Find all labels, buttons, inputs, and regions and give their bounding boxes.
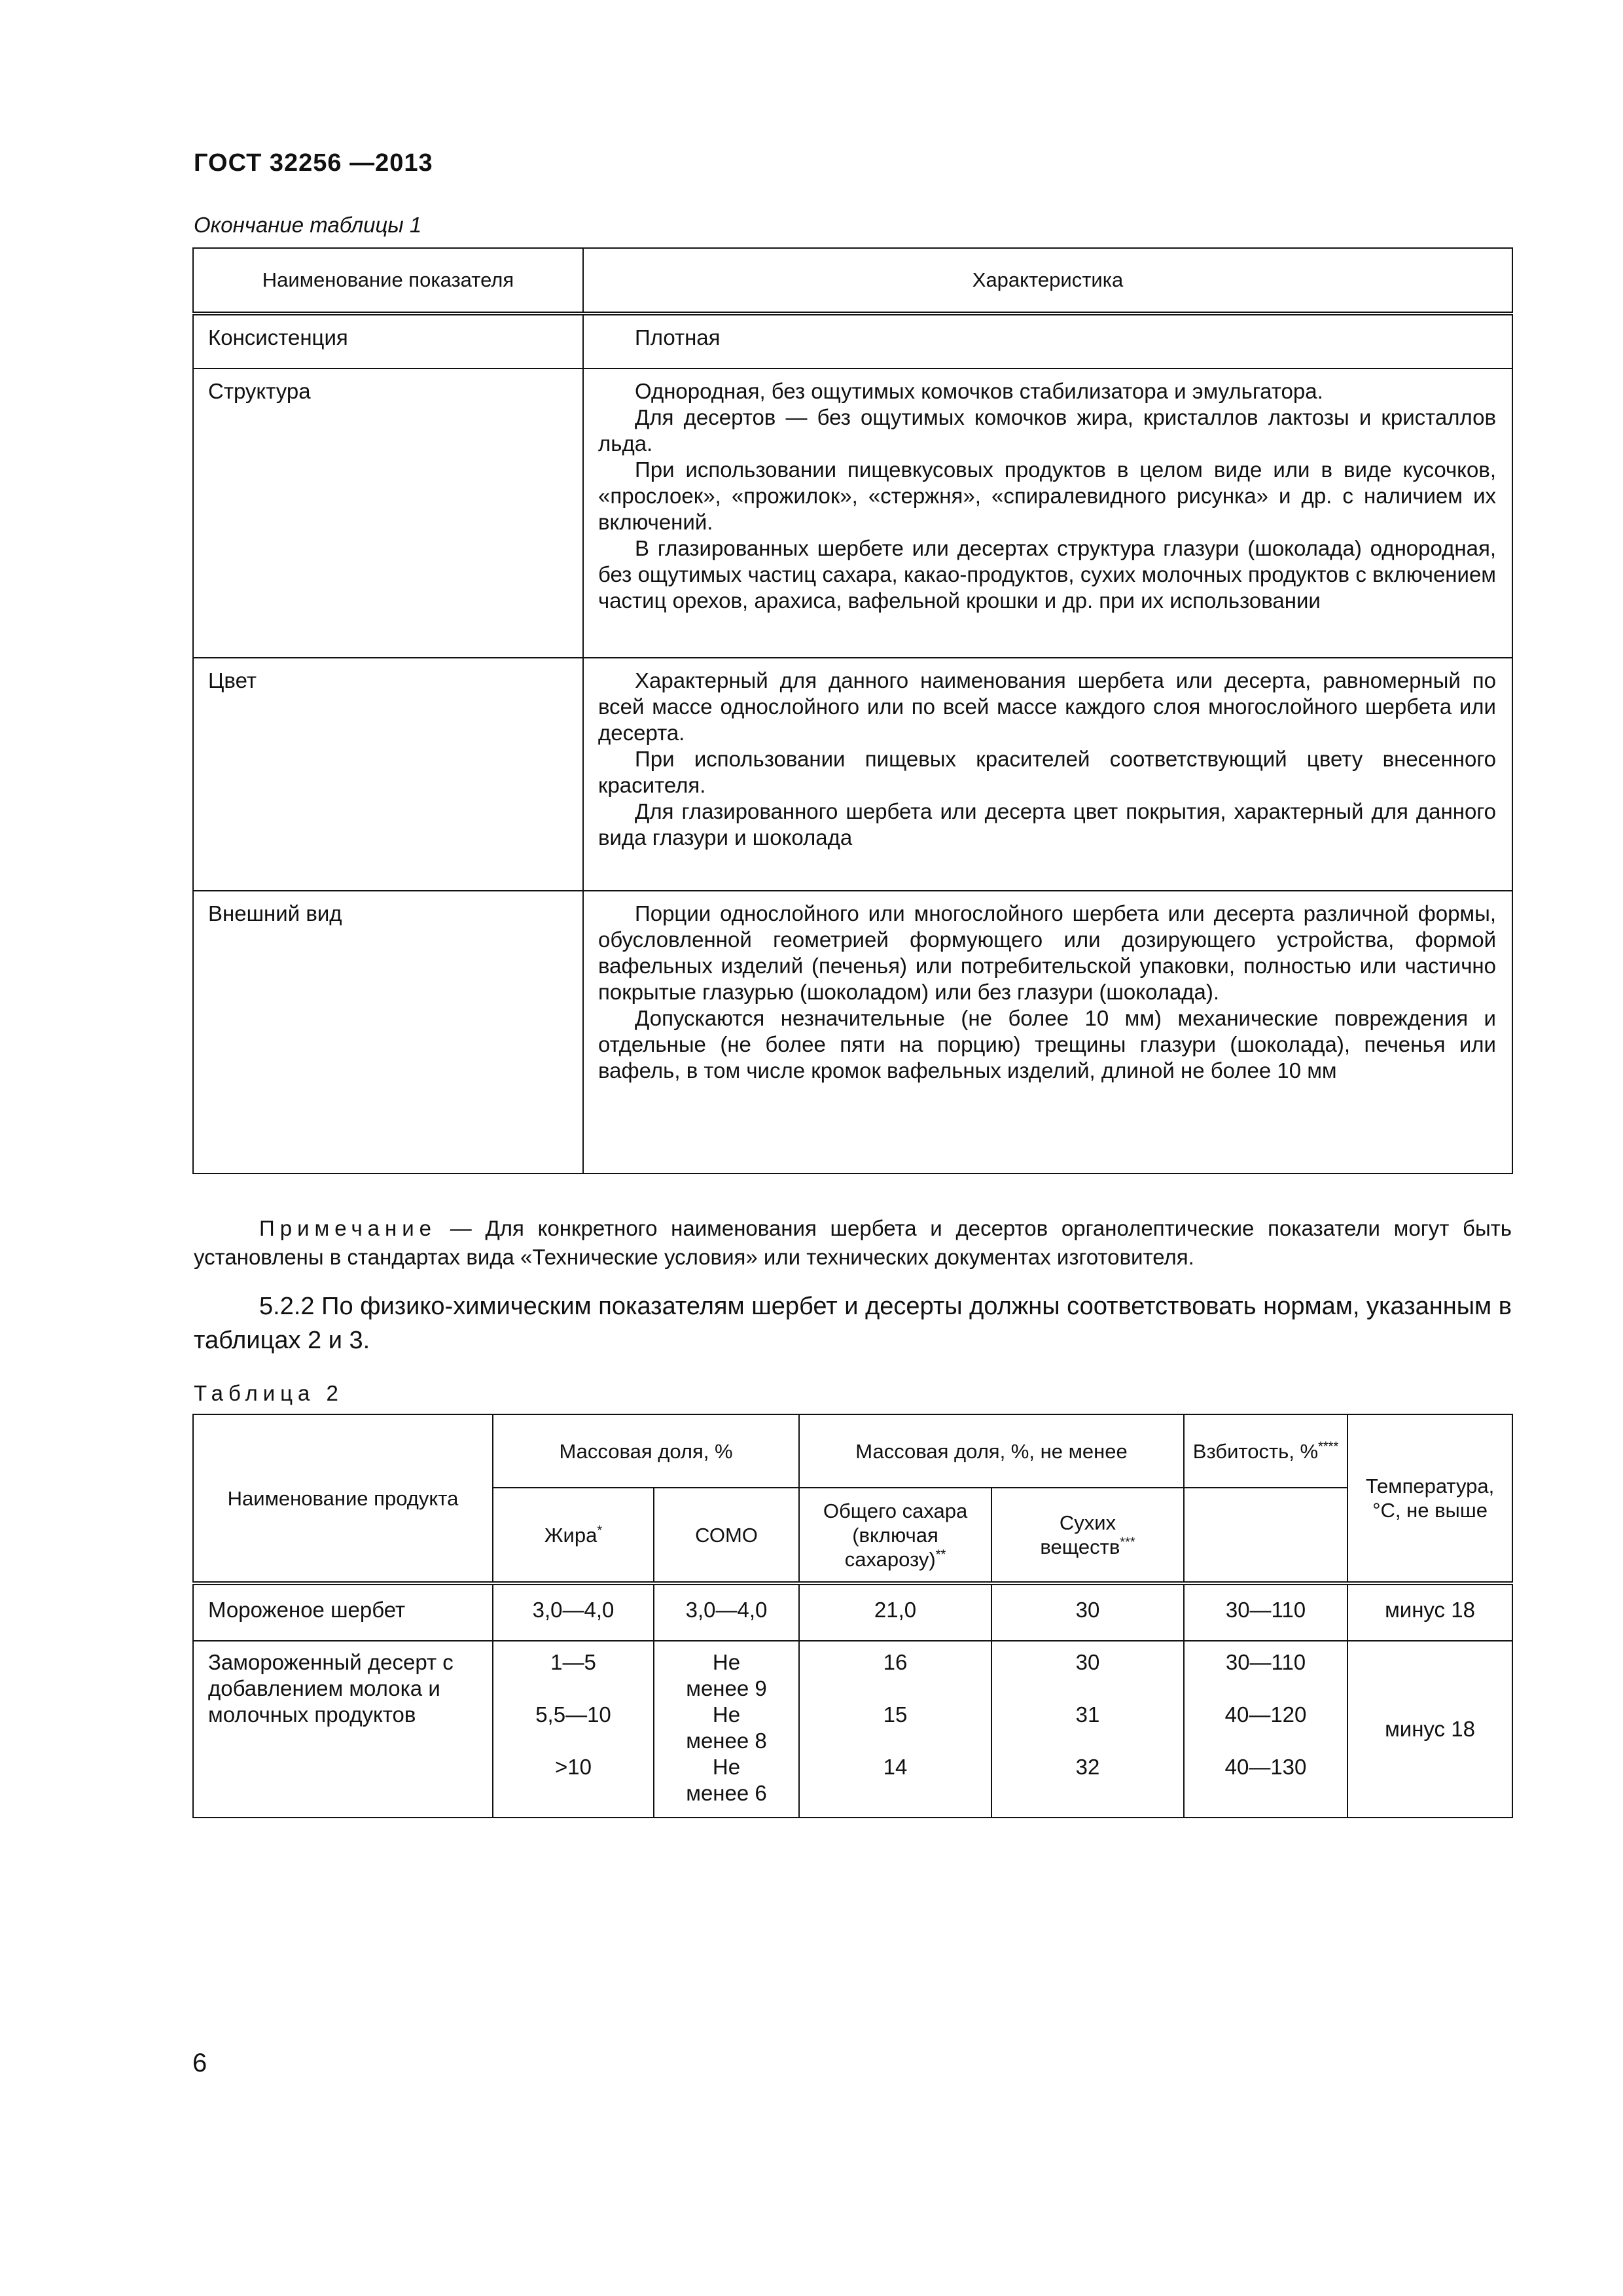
footnote-mark: **** xyxy=(1318,1439,1339,1454)
table2-overrun-value: 30—110 xyxy=(1225,1650,1306,1674)
table2-header-mass-fraction-min: Массовая доля, %, не менее xyxy=(799,1414,1184,1488)
table1-caption: Окончание таблицы 1 xyxy=(194,213,422,237)
table2-product-name: Мороженое шербет xyxy=(193,1583,493,1641)
table2-sugar-cell xyxy=(799,1641,991,1818)
table1-row-description xyxy=(583,658,1512,891)
table1-row-description xyxy=(583,891,1512,1174)
table2-overrun-value: 30—110 xyxy=(1184,1583,1347,1641)
table2-header-sugar xyxy=(799,1488,991,1583)
table2-row xyxy=(193,1583,1512,1641)
table1-paragraph: В глазированных шербете или десертах структура глазури (шоколада) однородная, без ощутимых частиц сахара, какао-продуктов, сухих молочных продуктов с включением частиц орехов, арахиса, вафельной крошки и др. при их использовании xyxy=(598,536,1496,613)
table2-sugar-value: 16 xyxy=(883,1650,908,1674)
table1-row-description xyxy=(583,314,1512,368)
table1-row xyxy=(193,658,1512,891)
table2-somo-cell xyxy=(654,1641,799,1818)
table2-sugar-value: 21,0 xyxy=(799,1583,991,1641)
footnote-mark: * xyxy=(597,1523,603,1538)
table1-row-name: Консистенция xyxy=(193,314,583,368)
table2-header-somo: СОМО xyxy=(654,1488,799,1583)
table1-paragraph: Допускаются незначительные (не более 10 мм) механические повреждения и отдельные (не более пяти на порцию) трещины глазури (шоколада), печенья или вафель, в том числе кромок вафельных изделий, длиной не более 10 мм xyxy=(598,1006,1496,1083)
table2-overrun-value: 40—130 xyxy=(1224,1755,1307,1779)
table2-temperature-value: минус 18 xyxy=(1347,1583,1512,1641)
paragraph-5-2-2: 5.2.2 По физико-химическим показателям шербет и десерты должны соответствовать нормам, указанным в таблицах 2 и 3. xyxy=(194,1293,1512,1354)
table2-fat-value: 1—5 xyxy=(550,1650,596,1674)
overrun-label: Взбитость, % xyxy=(1192,1439,1319,1463)
table2-sugar-value: 14 xyxy=(883,1755,908,1779)
table1-header-row xyxy=(193,248,1512,314)
table1-header-characteristic: Характеристика xyxy=(583,248,1512,314)
table2-fat-value: >10 xyxy=(555,1755,592,1779)
table1-paragraph: Для глазированного шербета или десерта цвет покрытия, характерный для данного вида глазури и шоколада xyxy=(598,799,1496,850)
table2-solids-cell xyxy=(991,1641,1184,1818)
table1-header-name: Наименование показателя xyxy=(193,248,583,314)
table1-paragraph: Однородная, без ощутимых комочков стабилизатора и эмульгатора. xyxy=(635,379,1323,403)
table2-header-mass-fraction: Массовая доля, % xyxy=(493,1414,799,1488)
document-header: ГОСТ 32256 —2013 xyxy=(194,149,433,177)
table2-header-row-1 xyxy=(193,1414,1512,1488)
table2-temperature-value: минус 18 xyxy=(1347,1641,1512,1818)
footnote-mark: *** xyxy=(1120,1535,1135,1550)
table1-row-name: Цвет xyxy=(193,658,583,891)
table1-paragraph: При использовании пищевкусовых продуктов в целом виде или в виде кусочков, «прослоек», «прожилок», «стержня», «спиралевидного рисунка» и др. с наличием их включений. xyxy=(598,457,1496,534)
table2-overrun-cell xyxy=(1184,1641,1347,1818)
table2-fat-value: 5,5—10 xyxy=(535,1702,611,1727)
table1-row-name: Структура xyxy=(193,368,583,658)
table1-row-name: Внешний вид xyxy=(193,891,583,1174)
fat-label: Жира xyxy=(544,1523,597,1547)
table1-paragraph: Для десертов — без ощутимых комочков жира, кристаллов лактозы и кристаллов льда. xyxy=(598,405,1496,456)
table2-sugar-value: 15 xyxy=(883,1702,908,1727)
table2-somo-value: Не менее 6 xyxy=(686,1755,767,1805)
page-number: 6 xyxy=(192,2049,207,2077)
table2-solids-value: 30 xyxy=(991,1583,1184,1641)
table1-row xyxy=(193,314,1512,368)
table2-product-name: Замороженный десерт с добавлением молока и молочных продуктов xyxy=(193,1641,493,1818)
table2-somo-value: Не менее 9 xyxy=(686,1650,767,1700)
sugar-label: Общего сахара (включая сахарозу) xyxy=(823,1499,968,1571)
table1-row xyxy=(193,368,1512,658)
table2-caption: Таблица 2 xyxy=(194,1381,344,1405)
table1-row xyxy=(193,891,1512,1174)
footnote-mark: ** xyxy=(935,1547,946,1562)
table1-paragraph: При использовании пищевых красителей соответствующий цвету внесенного красителя. xyxy=(598,747,1496,797)
table2-header-product-name: Наименование продукта xyxy=(193,1414,493,1583)
table2-row xyxy=(193,1641,1512,1818)
table1 xyxy=(192,247,1513,1174)
table2-header-fat xyxy=(493,1488,654,1583)
table2-overrun-value: 40—120 xyxy=(1224,1702,1307,1727)
table1-paragraph: Плотная xyxy=(635,325,721,350)
table2-somo-value: Не менее 8 xyxy=(686,1702,767,1753)
table2-header-temperature: Температура, °С, не выше xyxy=(1347,1414,1512,1583)
table2-solids-value: 30 xyxy=(1075,1650,1100,1674)
table1-paragraph: Характерный для данного наименования шербета или десерта, равномерный по всей массе однослойного или по всей массе каждого слоя многослойного шербета или десерта. xyxy=(598,668,1496,745)
table2 xyxy=(192,1414,1513,1818)
table2-fat-cell xyxy=(493,1641,654,1818)
table2-header-overrun xyxy=(1184,1414,1347,1488)
table2-header-overrun-empty xyxy=(1184,1488,1347,1583)
solids-label: Сухих веществ xyxy=(1040,1511,1120,1558)
table1-row-description xyxy=(583,368,1512,658)
note-text: — Для конкретного наименования шербета и десертов органолептические показатели могут быть установлены в стандартах вида «Технические условия» или технических документах изготовителя. xyxy=(194,1216,1512,1269)
table2-fat-value: 3,0—4,0 xyxy=(493,1583,654,1641)
table1-note xyxy=(194,1214,1512,1272)
table2-solids-value: 31 xyxy=(1075,1702,1100,1727)
table2-header-solids xyxy=(991,1488,1184,1583)
table2-solids-value: 32 xyxy=(1075,1755,1100,1779)
table2-somo-value: 3,0—4,0 xyxy=(654,1583,799,1641)
note-label: Примечание xyxy=(259,1216,437,1240)
table1-paragraph: Порции однослойного или многослойного шербета или десерта различной формы, обусловленной геометрией формующего или дозирующего устройства, формой вафельных изделий (печенья) или потребительской упаковки, полностью или частично покрытые глазурью (шоколадом) или без глазури (шоколада). xyxy=(598,901,1496,1004)
